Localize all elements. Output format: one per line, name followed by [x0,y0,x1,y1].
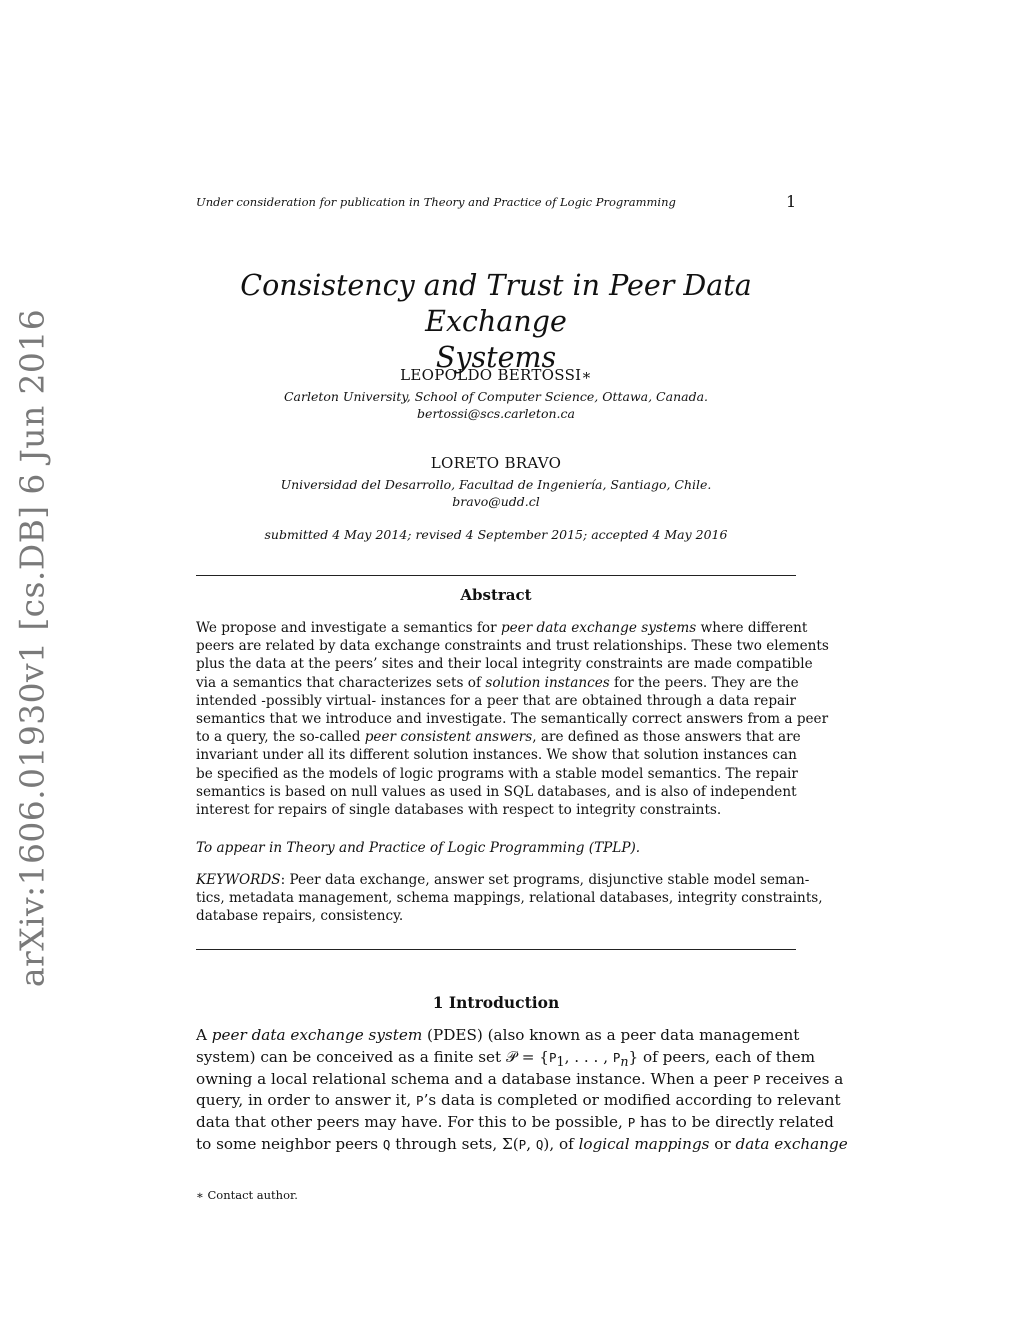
top-rule [196,575,796,576]
abstract-line: peers are related by data exchange constraints and trust relationships. These two elements [196,638,829,655]
abstract-line: plus the data at the peers’ sites and their local integrity constraints are made compatible [196,656,813,673]
abstract-line: via a semantics that characterizes sets of solution instances for the peers. They are the [196,674,799,691]
abstract-line: semantics that we introduce and investigate. The semantically correct answers from a peer [196,710,829,727]
bottom-rule [196,949,796,950]
intro-line: data that other peers may have. For this to be possible, P has to be directly related [196,1113,834,1132]
peer-symbol: P [753,1071,761,1087]
abstract-heading: Abstract [460,586,532,604]
author-name: LORETO BRAVO [430,454,562,472]
emphasis: solution instances [485,674,610,691]
abstract-line: to a query, the so-called peer consistent answers, are defined as those answers that are [196,729,801,746]
footnote: ∗ Contact author. [196,1188,298,1202]
emphasis: data exchange [735,1134,848,1153]
peer-symbol: P [416,1093,424,1109]
section-heading: 1 Introduction [432,993,560,1012]
intro-line: to some neighbor peers Q through sets, Σ(P, Q), of logical mappings or data exchange [196,1134,848,1153]
title-line-2: Systems [435,341,557,374]
keywords-line: tics, metadata management, schema mappings, relational databases, integrity constraints, [196,890,823,907]
abstract-text [196,619,829,819]
intro-line: owning a local relational schema and a database instance. When a peer P receives a [196,1069,844,1088]
intro-line: A peer data exchange system (PDES) (also known as a peer data management [196,1026,800,1044]
author-affiliation: Carleton University, School of Computer Science, Ottawa, Canada. [283,389,709,404]
emphasis: logical mappings [578,1134,710,1153]
keywords-label: KEYWORDS [196,872,281,888]
abstract-line: We propose and investigate a semantics for peer data exchange systems where different [196,620,808,636]
author-email: bravo@udd.cl [452,494,540,509]
subscript: n [620,1053,629,1069]
appear-note [196,839,796,857]
intro-line: query, in order to answer it, P’s data is completed or modified according to relevant [196,1091,841,1110]
abstract-line: be specified as the models of logic programs with a stable model semantics. The repair [196,765,798,782]
running-head: Under consideration for publication in Theory and Practice of Logic Programming [196,195,676,209]
peer-symbol: P [548,1049,557,1065]
keywords-line: database repairs, consistency. [196,908,404,925]
abstract-line: invariant under all its different solution instances. We show that solution instances can [196,747,797,764]
introduction-text [196,1025,848,1156]
keywords [196,871,823,926]
peer-symbol: P [518,1136,527,1152]
peer-symbol: P [627,1115,636,1131]
subscript: 1 [556,1053,565,1069]
emphasis: peer consistent answers [364,729,533,746]
page-number: 1 [786,192,797,211]
keywords-line: KEYWORDS: Peer data exchange, answer set programs, disjunctive stable model seman- [196,872,810,888]
abstract-line: semantics is based on null values as used in SQL databases, and is also of independent [196,783,797,800]
emphasis: peer data exchange systems [500,620,697,636]
arxiv-identifier: arXiv:1606.01930v1 [cs.DB] 6 Jun 2016 [12,308,52,988]
abstract-line: intended -possibly virtual- instances for a peer that are obtained through a data repair [196,692,796,709]
intro-line: system) can be conceived as a finite set 𝒫 = {$P_1$, . . . , $P_n$} of peers, each of them [196,1047,816,1069]
title-line-1: Consistency and Trust in Peer Data Exchange [240,269,752,338]
author-name: LEOPOLDO BERTOSSI∗ [400,366,592,384]
emphasis: peer data exchange system [211,1026,423,1044]
peer-symbol: Q [382,1136,391,1152]
appear-note-text: To appear in Theory and Practice of Logic Programming (TPLP). [196,840,641,856]
submission-dates: submitted 4 May 2014; revised 4 September 2015; accepted 4 May 2016 [264,527,728,542]
author-email: bertossi@scs.carleton.ca [417,406,575,421]
paper-title [196,268,796,376]
abstract-line: interest for repairs of single databases with respect to integrity constraints. [196,801,722,818]
peer-symbol: Q [535,1136,544,1152]
author-affiliation: Universidad del Desarrollo, Facultad de Ingeniería, Santiago, Chile. [280,477,712,492]
peer-symbol: P [612,1049,621,1065]
